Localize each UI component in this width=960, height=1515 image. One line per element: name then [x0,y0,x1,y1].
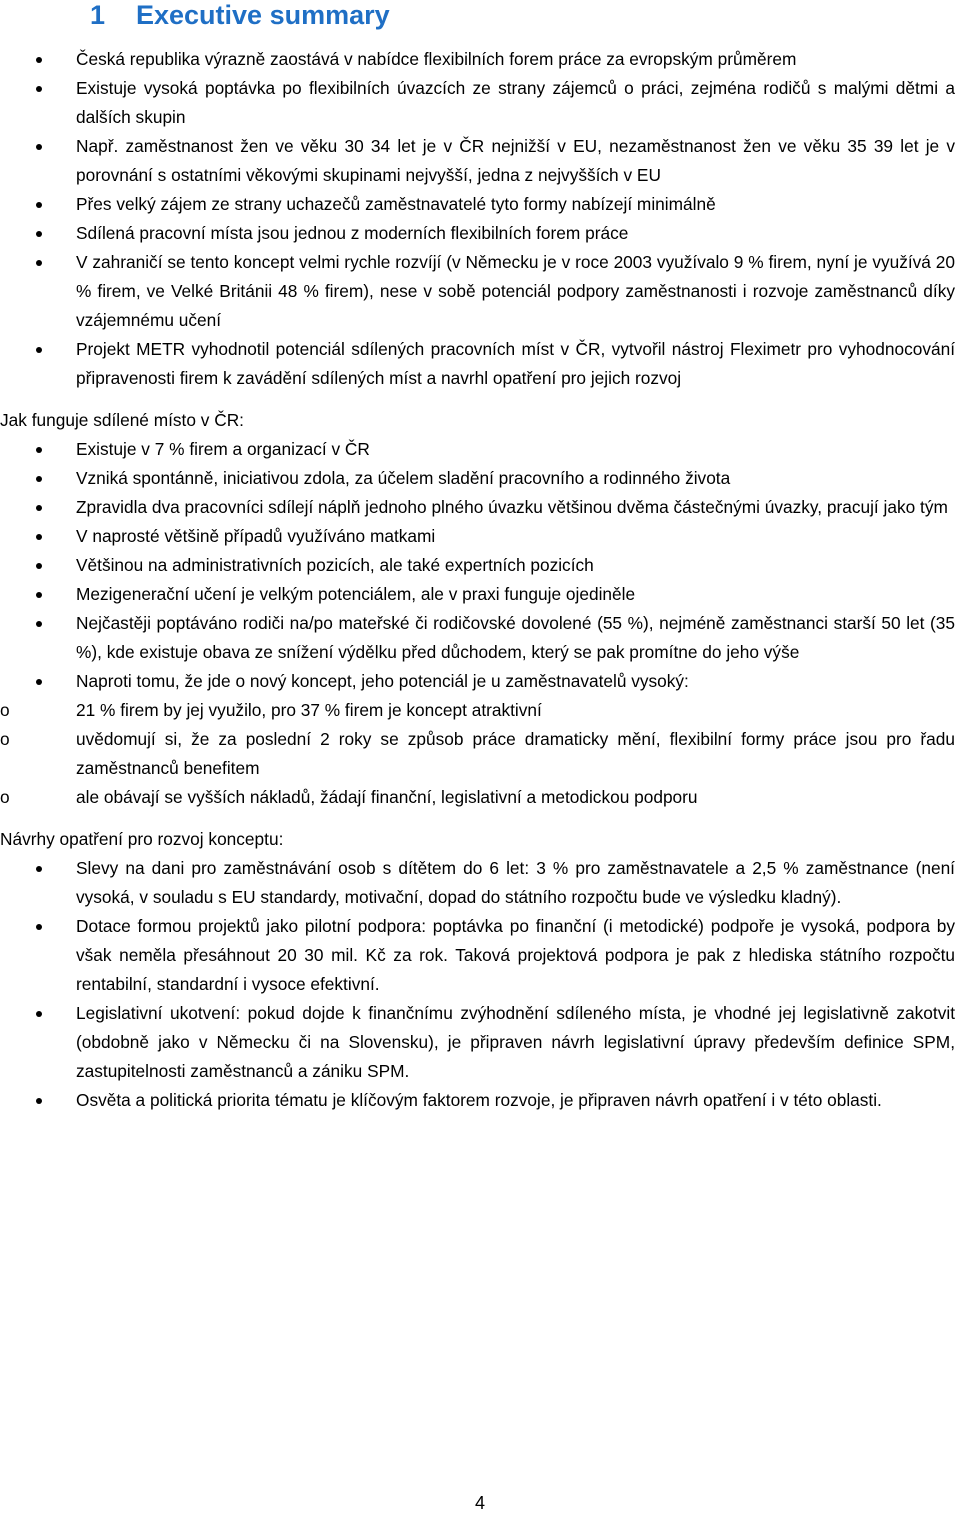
list-item: Legislativní ukotvení: pokud dojde k finančnímu zvýhodnění sdíleného místa, je vhodné jej legislativně zakotvit (obdobně jako v Německu či na Slovensku), je připraven návrh legislativní úpravy především definice SPM, zastupitelnosti zaměstnanců a zániku SPM. [0,999,955,1086]
section-title: Executive summary [136,0,390,30]
proposals-bullet-list [0,854,955,1115]
list-item: V zahraničí se tento koncept velmi rychle rozvíjí (v Německu je v roce 2003 využívalo 9 % firem, nyní je využívá 20 % firem, ve Velké Británii 48 % firem), nese v sobě potenciál podpory zaměstnanosti i rozvoje zaměstnanců díky vzájemnému učení [0,248,955,335]
list-item: Mezigenerační učení je velkým potenciálem, ale v praxi funguje ojediněle [0,580,955,609]
employer-potential-sublist [0,696,955,812]
list-item: Většinou na administrativních pozicích, ale také expertních pozicích [0,551,955,580]
list-item: Dotace formou projektů jako pilotní podpora: poptávka po finanční (i metodické) podpoře je vysoká, podpora by však neměla přesáhnout 20 30 mil. Kč za rok. Taková projektová podpora je pak z hlediska státního rozpočtu rentabilní, standardní i vysoce efektivní. [0,912,955,999]
list-item: Projekt METR vyhodnotil potenciál sdílených pracovních míst v ČR, vytvořil nástroj Fleximetr pro vyhodnocování připravenosti firem k zavádění sdílených míst a navrhl opatření pro jejich rozvoj [0,335,955,393]
list-item: Osvěta a politická priorita tématu je klíčovým faktorem rozvoje, je připraven návrh opatření i v této oblasti. [0,1086,955,1115]
list-item: Nejčastěji poptáváno rodiči na/po mateřské či rodičovské dovolené (55 %), nejméně zaměstnanci starší 50 let (35 %), kde existuje obava ze snížení výdělku před důchodem, který se pak promítne do jeho výše [0,609,955,667]
list-item [0,667,955,696]
list-item: Sdílená pracovní místa jsou jednou z moderních flexibilních forem práce [0,219,955,248]
sub-list-item: o 21 % firem by jej využilo, pro 37 % firem je koncept atraktivní [0,696,955,725]
list-item: Např. zaměstnanost žen ve věku 30 34 let je v ČR nejnižší v EU, nezaměstnanost žen ve věku 35 39 let je v porovnání s ostatními věkovými skupinami nejvyšší, jedna z nejvyšších v EU [0,132,955,190]
document-body [0,45,955,1115]
intro-bullet-list [0,45,955,393]
list-item: Vzniká spontánně, iniciativou zdola, za účelem sladění pracovního a rodinného života [0,464,955,493]
page-number: 4 [474,1493,485,1513]
list-item: Přes velký zájem ze strany uchazečů zaměstnavatelé tyto formy nabízejí minimálně [0,190,955,219]
list-item: V naprosté většině případů využíváno matkami [0,522,955,551]
sub-list-item: o ale obávají se vyšších nákladů, žádají finanční, legislativní a metodickou podporu [0,783,955,812]
how-it-works-title: Jak funguje sdílené místo v ČR: [0,410,244,430]
section-number: 1 [90,0,106,30]
sub-list-item: o uvědomují si, že za poslední 2 roky se způsob práce dramaticky mění, flexibilní formy práce jsou pro řadu zaměstnanců benefitem [0,725,955,783]
section-heading [90,0,390,32]
list-item-text: Naproti tomu, že jde o nový koncept, jeho potenciál je u zaměstnavatelů vysoký: [76,671,689,691]
list-item: Slevy na dani pro zaměstnávání osob s dítětem do 6 let: 3 % pro zaměstnavatele a 2,5 % zaměstnance (není vysoká, v souladu s EU standardy, motivační, dopad do státního rozpočtu bude ve výsledku kladný). [0,854,955,912]
how-it-works-bullet-list [0,435,955,696]
list-item: Česká republika výrazně zaostává v nabídce flexibilních forem práce za evropským průměrem [0,45,955,74]
list-item: Existuje vysoká poptávka po flexibilních úvazcích ze strany zájemců o práci, zejména rodičů s malými dětmi a dalších skupin [0,74,955,132]
proposals-title: Návrhy opatření pro rozvoj konceptu: [0,829,284,849]
list-item: Existuje v 7 % firem a organizací v ČR [0,435,955,464]
list-item: Zpravidla dva pracovníci sdílejí náplň jednoho plného úvazku většinou dvěma částečnými úvazky, pracují jako tým [0,493,955,522]
